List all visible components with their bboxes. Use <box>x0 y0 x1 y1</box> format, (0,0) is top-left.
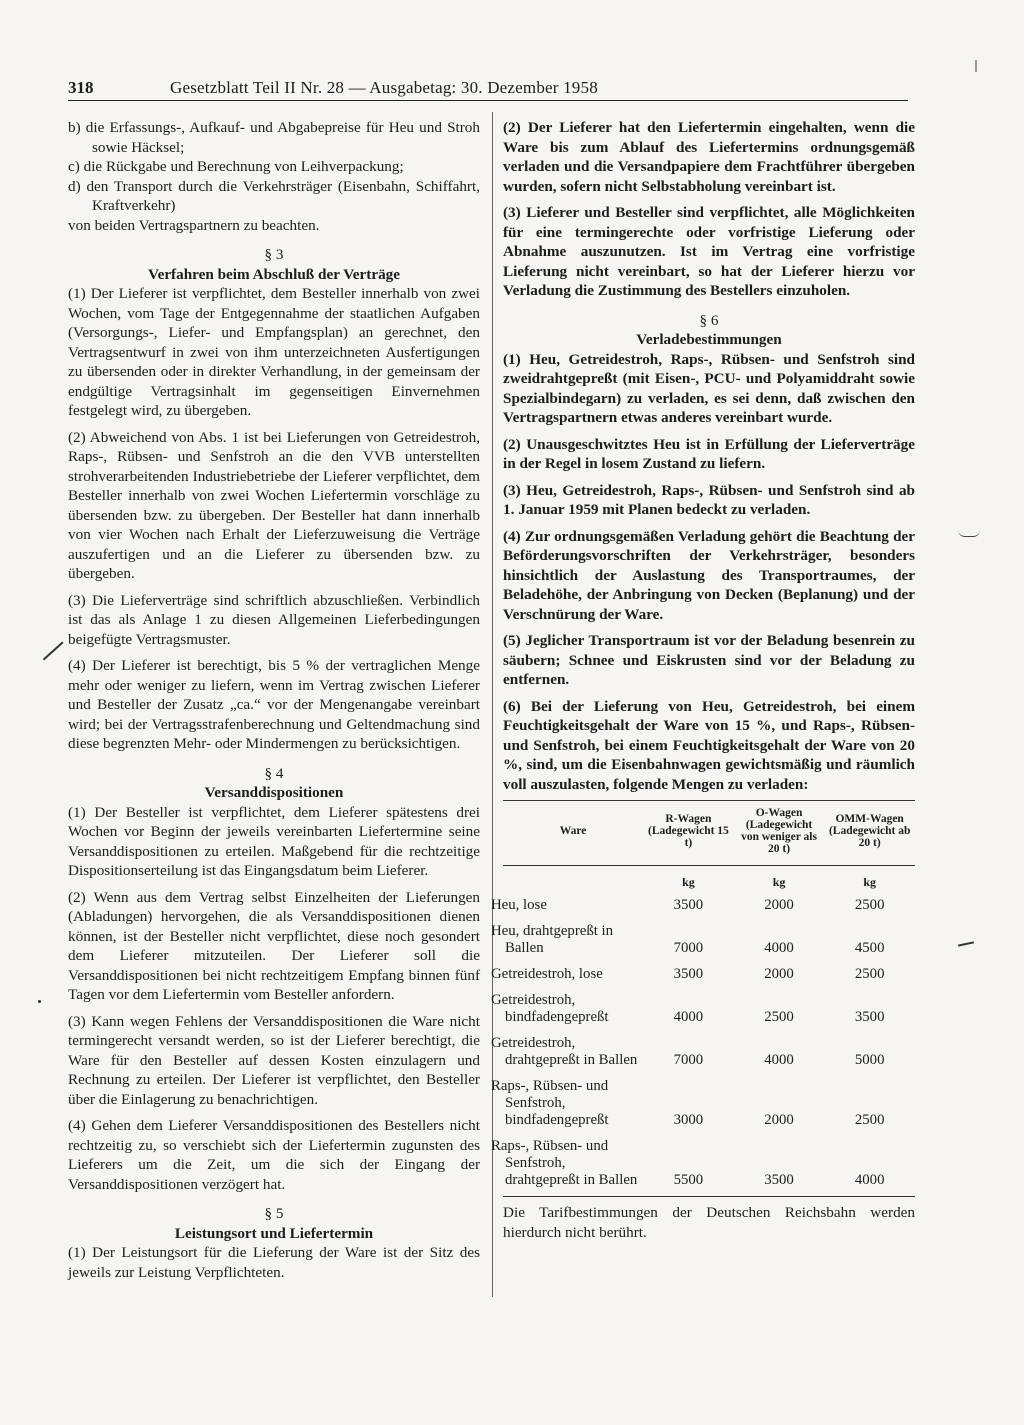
omm-wagen-cell: 2500 <box>854 1112 885 1128</box>
table-row <box>503 895 915 921</box>
section-5-para-3: (3) Lieferer und Besteller sind verpflichtet, alle Möglichkeiten für eine termingerechte oder vorfristige Lieferung oder Abnahme auszunutzen. Ist im Vertrag eine vorfristige Lieferung nicht vereinbart, so hat der Lieferer hierzu vor Verladung die Zustimmung des Bestellers einzuholen. <box>503 204 915 299</box>
section-6-para-2: (2) Unausgeschwitztes Heu ist in Erfüllung der Lieferverträge in der Regel in losem Zustand zu liefern. <box>503 435 915 472</box>
section-6-para-4: (4) Zur ordnungsgemäßen Verladung gehört die Beachtung der Beförderungsvorschriften der Verkehrsträger, besonders hinsichtlich der Auslastung des Transportraumes, der Beladehöhe, der Anbringung von Decken (Beplanung) und der Verschnürung der Ware. <box>503 527 915 623</box>
r-wagen-cell: 3500 <box>673 897 704 913</box>
omm-wagen-cell: 4000 <box>824 1136 915 1197</box>
section-3-number: § 3 <box>264 246 284 263</box>
left-column <box>68 118 480 1289</box>
section-6-para-5: (5) Jeglicher Transportraum ist vor der Beladung besenrein zu säubern; Schnee und Eiskrusten sind vor der Beladung zu entfernen. <box>503 632 915 688</box>
section-5-title: Leistungsort und Liefertermin <box>174 1224 374 1242</box>
unit-label: kg <box>772 875 786 889</box>
right-column <box>491 118 915 1249</box>
section-6-para-6: (6) Bei der Lieferung von Heu, Getreidestroh, bei einem Feuchtigkeitsgehalt der Ware von 15 %, und Raps-, Rübsen- und Senfstroh, bei einem Feuchtigkeitsgehalt der Ware von 20 %, sind, um die Eisenbahnwagen gewichtsmäßig und räumlich voll auszulasten, folgende Mengen zu verladen: <box>503 697 915 793</box>
unit-label: kg <box>863 875 877 889</box>
table-unit-row <box>503 866 915 896</box>
omm-wagen-cell: 3500 <box>854 1009 885 1025</box>
omm-wagen-cell: 5000 <box>854 1052 885 1068</box>
loading-quantities-table <box>491 800 915 1197</box>
section-6-number: § 6 <box>699 311 719 329</box>
section-3-para-2: (2) Abweichend von Abs. 1 ist bei Lieferungen von Getreidestroh, Raps-, Rübsen- und Senfstroh an die den VVB unterstellten strohverarbeitenden Industriebetriebe der Lieferer verpflichtet, dem Besteller innerhalb von zwei Wochen Liefertermin vorschläge zu übersenden bzw. zu übergeben. Der Besteller hat dann innerhalb von vier Wochen nach Erhalt der Lieferzuweisung die Verträge auszufertigen und an die Lieferer zu übersenden bzw. zu übergeben. <box>68 428 480 582</box>
omm-wagen-cell: 2500 <box>854 966 885 982</box>
section-4-title: Versanddispositionen <box>204 784 344 801</box>
o-wagen-cell: 3500 <box>734 1136 825 1197</box>
section-3-title: Verfahren beim Abschluß der Verträge <box>148 265 400 283</box>
page-number: 318 <box>68 78 94 97</box>
section-6-para-3: (3) Heu, Getreidestroh, Raps-, Rübsen- und Senfstroh sind ab 1. Januar 1959 mit Planen bedeckt zu verladen. <box>503 481 915 518</box>
section-4-para-3: (3) Kann wegen Fehlens der Versanddispositionen die Ware nicht termingerecht versandt werden, so ist der Lieferer berechtigt, die Ware für den Besteller auf dessen Kosten einzulagern und Rechnung zu erteilen. Der Lieferer ist verpflichtet, den Besteller über die Einlagerung zu benachrichtigen. <box>68 1012 480 1108</box>
omm-wagen-cell: 4500 <box>854 940 885 956</box>
margin-curve-mark <box>958 530 980 537</box>
table-row <box>503 990 915 1033</box>
section-4-para-1: (1) Der Besteller ist verpflichtet, dem Lieferer spätestens drei Wochen vor Beginn der jeweils vereinbarten Liefertermine seine Versanddispositionen zu erteilen. Maßgebend für die rechtzeitige Dispositionserteilung ist das Eingangsdatum beim Lieferer. <box>68 803 480 879</box>
section-3-para-3: (3) Die Lieferverträge sind schriftlich abzuschließen. Verbindlich ist das als Anlage 1 zu diesen Allgemeinen Lieferbedingungen beigefügte Vertragsmuster. <box>68 591 480 648</box>
o-wagen-cell: 4000 <box>764 940 794 956</box>
o-wagen-cell: 2000 <box>764 897 794 913</box>
table-row <box>503 921 915 964</box>
ware-cell: Raps-, Rübsen- und Senfstroh, drahtgepreßt in Ballen <box>503 1136 643 1197</box>
r-wagen-cell: 3500 <box>673 966 704 982</box>
list-item-b: b) die Erfassungs-, Aufkauf- und Abgabepreise für Heu und Stroh sowie Häcksel; <box>68 119 480 156</box>
o-wagen-cell: 2500 <box>764 1009 794 1025</box>
table-header-omm-wagen: OMM-Wagen (Ladegewicht ab 20 t) <box>824 801 915 866</box>
o-wagen-cell: 2000 <box>764 1112 794 1128</box>
r-wagen-cell: 5500 <box>643 1136 734 1197</box>
o-wagen-cell: 4000 <box>764 1052 794 1068</box>
margin-tick-mark <box>975 60 977 72</box>
running-title: Gesetzblatt Teil II Nr. 28 — Ausgabetag: 30. Dezember 1958 <box>170 78 598 97</box>
section-3-para-1: (1) Der Lieferer ist verpflichtet, dem Besteller innerhalb von zwei Wochen, vom Tage der Entgegennahme der staatlichen Aufgaben (Versorgungs-, Liefer- und Empfangsplan) an gerechnet, den Vertragsentwurf in zwei von ihm unterzeichneten Ausfertigungen zu übersenden oder in direkter Verhandlung, in der gemeinsam der endgültige Vertragsinhalt im gegenseitigen Einvernehmen festgelegt wird, zu übergeben. <box>68 285 480 419</box>
margin-tick-mark <box>958 941 974 946</box>
r-wagen-cell: 4000 <box>673 1009 704 1025</box>
section-6-para-1: (1) Heu, Getreidestroh, Raps-, Rübsen- und Senfstroh sind zweidrahtgepreßt (mit Eisen-, PCU- und Polyamiddraht sowie Spezialbindegarn) zu verladen, es sei denn, daß zwischen den Vertragspartnern etwas anderes vereinbart wurde. <box>503 350 915 426</box>
section-4-para-4: (4) Gehen dem Lieferer Versanddispositionen des Bestellers nicht rechtzeitig zu, so verschiebt sich der Liefertermin zugunsten des Lieferers um die Zeit, um die sich der Eingang der Versanddispositionen verzögert hat. <box>68 1117 480 1193</box>
table-row <box>503 964 915 990</box>
section-4-number: § 4 <box>264 764 284 782</box>
table-row <box>503 1033 915 1076</box>
table-header-row <box>503 801 915 866</box>
o-wagen-cell: 2000 <box>764 966 794 982</box>
table-header-r-wagen: R-Wagen (Ladegewicht 15 t) <box>643 801 734 866</box>
table-header-o-wagen: O-Wagen (Ladegewicht von weniger als 20 t) <box>734 801 825 866</box>
table-row <box>503 1076 915 1136</box>
closing-line: von beiden Vertragspartnern zu beachten. <box>68 216 320 234</box>
margin-dot-mark <box>38 1000 41 1003</box>
ware-cell: Getreidestroh, drahtgepreßt in Ballen <box>491 1035 638 1068</box>
tariff-note: Die Tarifbestimmungen der Deutschen Reichsbahn werden hierdurch nicht berührt. <box>503 1204 915 1241</box>
r-wagen-cell: 7000 <box>673 1052 704 1068</box>
section-5-para-1: (1) Der Leistungsort für die Lieferung der Ware ist der Sitz des jeweils zur Leistung Verpflichteten. <box>68 1244 480 1281</box>
section-6-title: Verladebestimmungen <box>636 331 782 348</box>
unit-label: kg <box>682 875 695 889</box>
section-3-para-4: (4) Der Lieferer ist berechtigt, bis 5 % der vertraglichen Menge mehr oder weniger zu liefern, wenn im Vertrag zwischen Lieferer und Besteller der Zusatz „ca.“ vor der Mengenangabe vereinbart wird; bei der Vertragsstrafenberechnung und Geltendmachung sind diese begrenzten Mehr- oder Mindermengen zu berücksichtigen. <box>68 657 480 752</box>
column-divider <box>492 112 493 1297</box>
section-4-para-2: (2) Wenn aus dem Vertrag selbst Einzelheiten der Lieferungen (Abladungen) hervorgehen, die als Versanddispositionen dienen können, ist der Besteller nicht verpflichtet, diese noch gesondert dem Lieferer mitzuteilen. Der Lieferer soll die Versanddispositionen bei nicht rechtzeitigem Empfang binnen fünf Tagen vor dem Liefertermin vom Besteller anfordern. <box>68 888 480 1003</box>
list-item-d: d) den Transport durch die Verkehrsträger (Eisenbahn, Schiffahrt, Kraftverkehr) <box>68 177 480 214</box>
table-row <box>503 1136 915 1197</box>
table-header-ware: Ware <box>503 801 643 866</box>
r-wagen-cell: 3000 <box>673 1112 704 1128</box>
section-5-number: § 5 <box>264 1205 284 1222</box>
omm-wagen-cell: 2500 <box>854 897 885 913</box>
page-header <box>68 78 908 101</box>
ware-cell: Getreidestroh, bindfadengepreßt <box>491 992 609 1025</box>
pencil-slash-mark <box>43 641 63 660</box>
r-wagen-cell: 7000 <box>673 940 704 956</box>
ware-cell: Heu, lose <box>491 897 547 913</box>
list-item-c: c) die Rückgabe und Berechnung von Leihverpackung; <box>68 158 404 175</box>
ware-cell: Heu, drahtgepreßt in Ballen <box>491 923 614 956</box>
section-5-para-2: (2) Der Lieferer hat den Liefertermin eingehalten, wenn die Ware bis zum Ablauf des Liefertermins ordnungsgemäß verladen und die Versandpapiere dem Frachtführer übergeben wurden, sofern nicht Selbstabholung vereinbart ist. <box>503 119 915 195</box>
ware-cell: Raps-, Rübsen- und Senfstroh, bindfadengepreßt <box>491 1078 609 1128</box>
ware-cell: Getreidestroh, lose <box>491 966 603 982</box>
